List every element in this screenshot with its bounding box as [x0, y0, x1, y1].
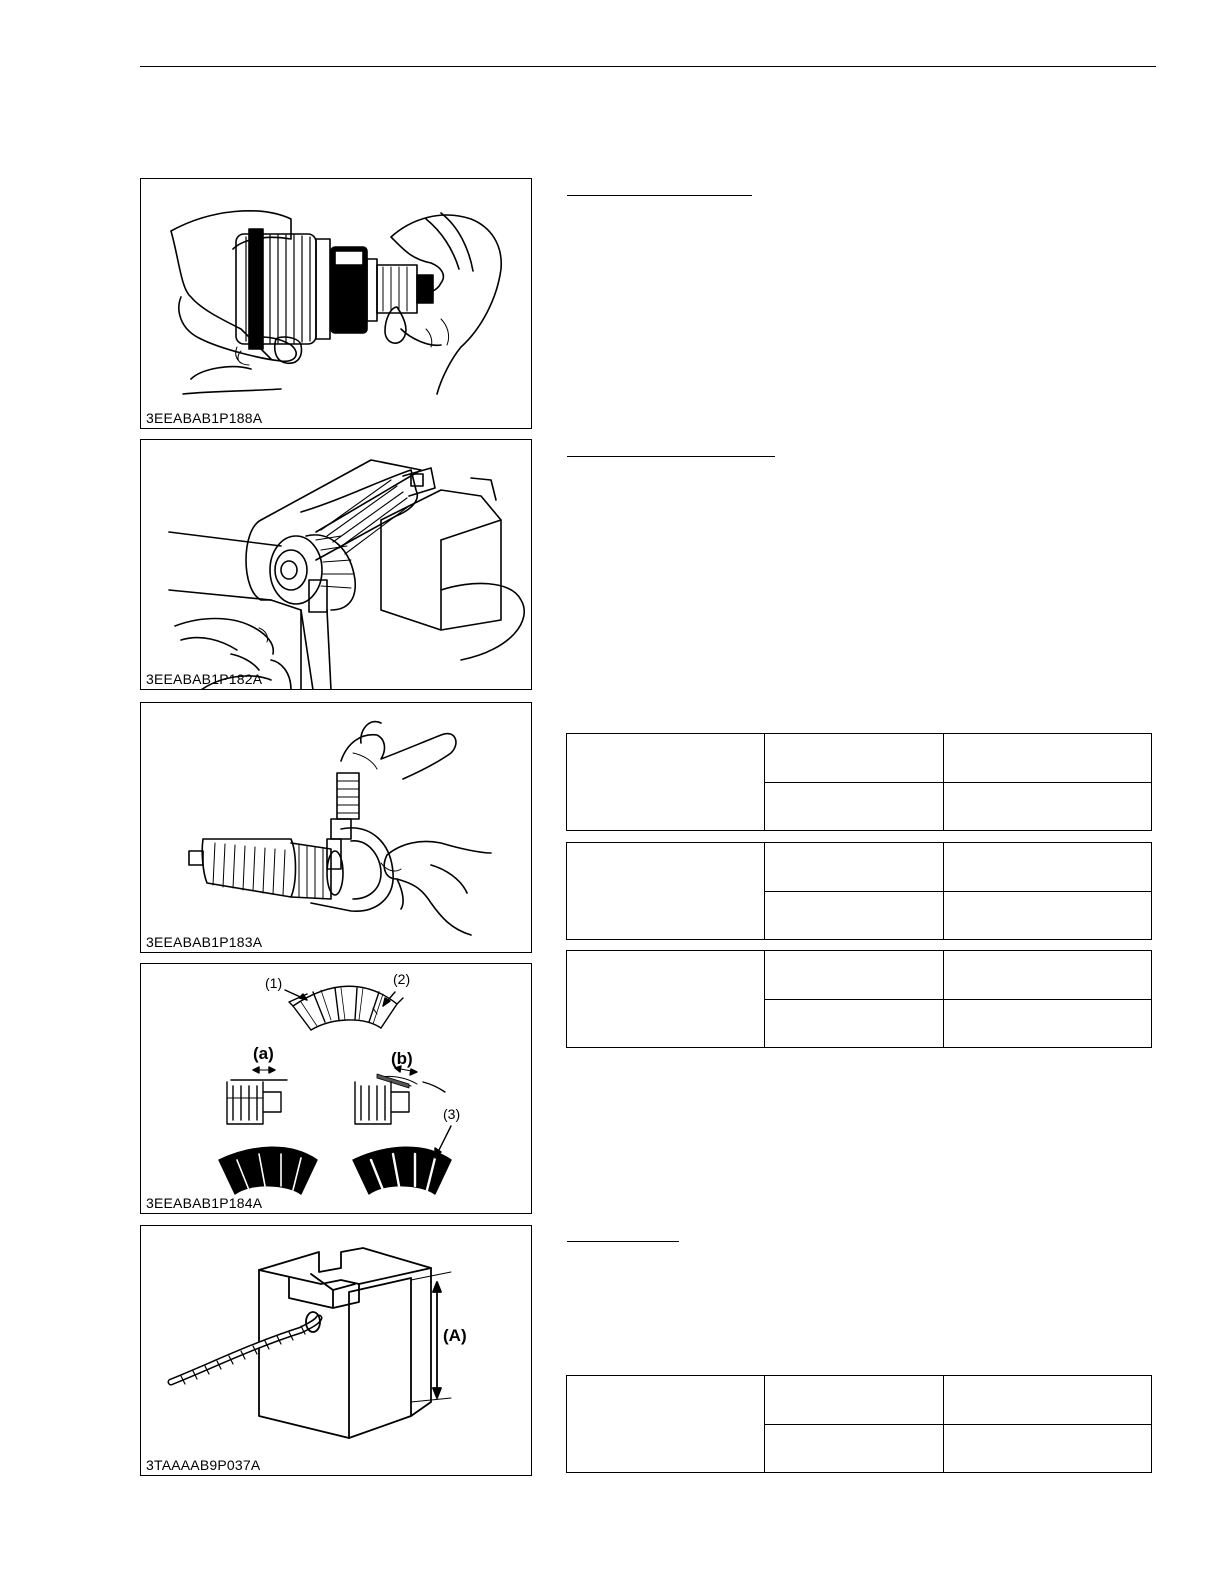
figure-armature-runout	[140, 439, 532, 690]
figure-overrunning-clutch	[140, 178, 532, 429]
figure-mica-undercut	[140, 963, 532, 1214]
section-heading-rule	[567, 195, 752, 196]
callout-1: (1)	[265, 975, 283, 991]
header-rule	[140, 66, 1156, 67]
spec-table	[566, 842, 1152, 940]
label-a: (a)	[253, 1044, 274, 1063]
section-heading-rule	[567, 1241, 679, 1242]
illustration-armature-vblock	[141, 440, 532, 690]
spec-table	[566, 950, 1152, 1048]
illustration-clutch	[141, 179, 532, 429]
illustration-mica-undercut	[141, 964, 532, 1214]
figure-brush-wear	[140, 1225, 532, 1476]
figure-caption: 3EEABAB1P183A	[146, 934, 263, 950]
callout-3: (3)	[443, 1106, 461, 1122]
spec-table	[566, 1375, 1152, 1473]
illustration-brush	[141, 1226, 532, 1476]
spec-table	[566, 733, 1152, 831]
dimension-label-a: (A)	[443, 1326, 467, 1345]
illustration-micrometer	[141, 703, 532, 953]
figure-commutator-od	[140, 702, 532, 953]
label-b: (b)	[391, 1049, 413, 1068]
section-heading-rule	[567, 456, 775, 457]
figure-caption: 3EEABAB1P184A	[146, 1195, 263, 1211]
callout-2: (2)	[393, 971, 411, 987]
figure-caption: 3EEABAB1P182A	[146, 671, 263, 687]
figure-caption: 3TAAAAB9P037A	[146, 1457, 261, 1473]
figure-caption: 3EEABAB1P188A	[146, 410, 263, 426]
